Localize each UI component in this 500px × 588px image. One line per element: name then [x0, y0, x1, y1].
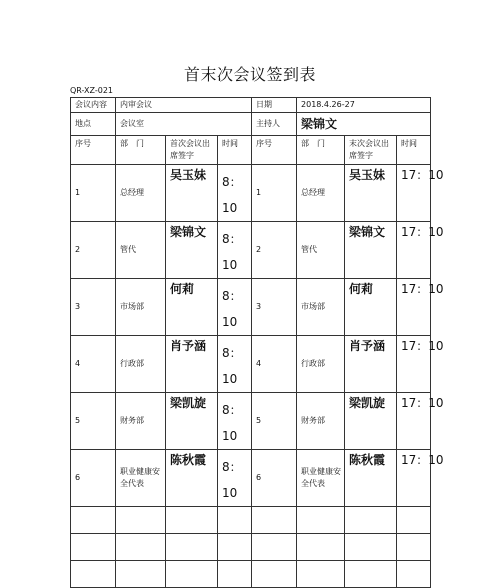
row-no: 4: [252, 336, 297, 393]
last-time: 17：10: [397, 165, 431, 222]
last-time: 17：10: [397, 222, 431, 279]
header-last-sign: 末次会议出席签字: [345, 136, 397, 165]
header-dept: 部 门: [116, 136, 166, 165]
header-dept: 部 门: [297, 136, 345, 165]
row-dept: 行政部: [116, 336, 166, 393]
header-no: 序号: [71, 136, 116, 165]
row-dept: 行政部: [297, 336, 345, 393]
row-no: 6: [252, 450, 297, 507]
row-no: 6: [71, 450, 116, 507]
row-no: 3: [71, 279, 116, 336]
row-dept: 财务部: [297, 393, 345, 450]
row-dept: 职业健康安全代表: [297, 450, 345, 507]
empty-row: [71, 534, 431, 561]
first-signature: 梁凯旋: [166, 393, 218, 450]
row-dept: 市场部: [297, 279, 345, 336]
last-signature: 梁锦文: [345, 222, 397, 279]
row-no: 2: [71, 222, 116, 279]
last-signature: 肖予涵: [345, 336, 397, 393]
table-row: [71, 279, 431, 336]
first-signature: 肖予涵: [166, 336, 218, 393]
row-dept: 市场部: [116, 279, 166, 336]
row-no: 1: [252, 165, 297, 222]
first-time: 8：10: [218, 336, 252, 393]
first-time: 8：10: [218, 222, 252, 279]
table-row: [71, 450, 431, 507]
table-row: [71, 222, 431, 279]
first-signature: 何莉: [166, 279, 218, 336]
last-signature: 吴玉妹: [345, 165, 397, 222]
table-row: [71, 98, 431, 113]
row-no: 3: [252, 279, 297, 336]
first-time: 8：10: [218, 279, 252, 336]
row-no: 5: [71, 393, 116, 450]
row-dept: 总经理: [297, 165, 345, 222]
last-time: 17：10: [397, 393, 431, 450]
first-signature: 吴玉妹: [166, 165, 218, 222]
first-signature: 陈秋霞: [166, 450, 218, 507]
row-dept: 财务部: [116, 393, 166, 450]
last-time: 17：10: [397, 336, 431, 393]
sign-in-table: [70, 97, 444, 588]
row-dept: 总经理: [116, 165, 166, 222]
table-header-row: [71, 136, 431, 165]
place-label: 地点: [71, 113, 116, 136]
first-time: 8：10: [218, 450, 252, 507]
header-no: 序号: [252, 136, 297, 165]
empty-row: [71, 561, 431, 588]
host-label: 主持人: [252, 113, 297, 136]
date-value: 2018.4.26-27: [297, 98, 431, 113]
date-label: 日期: [252, 98, 297, 113]
row-dept: 管代: [116, 222, 166, 279]
row-no: 1: [71, 165, 116, 222]
last-signature: 梁凯旋: [345, 393, 397, 450]
empty-row: [71, 507, 431, 534]
header-first-sign: 首次会议出席签字: [166, 136, 218, 165]
document-code: QR-XZ-021: [70, 86, 113, 95]
last-time: 17：10: [397, 450, 431, 507]
first-time: 8：10: [218, 393, 252, 450]
row-no: 5: [252, 393, 297, 450]
header-time: 时间: [218, 136, 252, 165]
place-value: 会议室: [116, 113, 252, 136]
content-label: 会议内容: [71, 98, 116, 113]
row-dept: 职业健康安全代表: [116, 450, 166, 507]
header-time: 时间: [397, 136, 431, 165]
last-signature: 陈秋霞: [345, 450, 397, 507]
content-value: 内审会议: [116, 98, 252, 113]
table-row: [71, 165, 431, 222]
first-signature: 梁锦文: [166, 222, 218, 279]
last-time: 17：10: [397, 279, 431, 336]
page-title: 首末次会议签到表: [183, 65, 316, 84]
table-row: [71, 336, 431, 393]
host-value: 梁锦文: [297, 113, 431, 136]
row-no: 2: [252, 222, 297, 279]
first-time: 8：10: [218, 165, 252, 222]
row-no: 4: [71, 336, 116, 393]
row-dept: 管代: [297, 222, 345, 279]
table-row: [71, 113, 431, 136]
last-signature: 何莉: [345, 279, 397, 336]
table-row: [71, 393, 431, 450]
